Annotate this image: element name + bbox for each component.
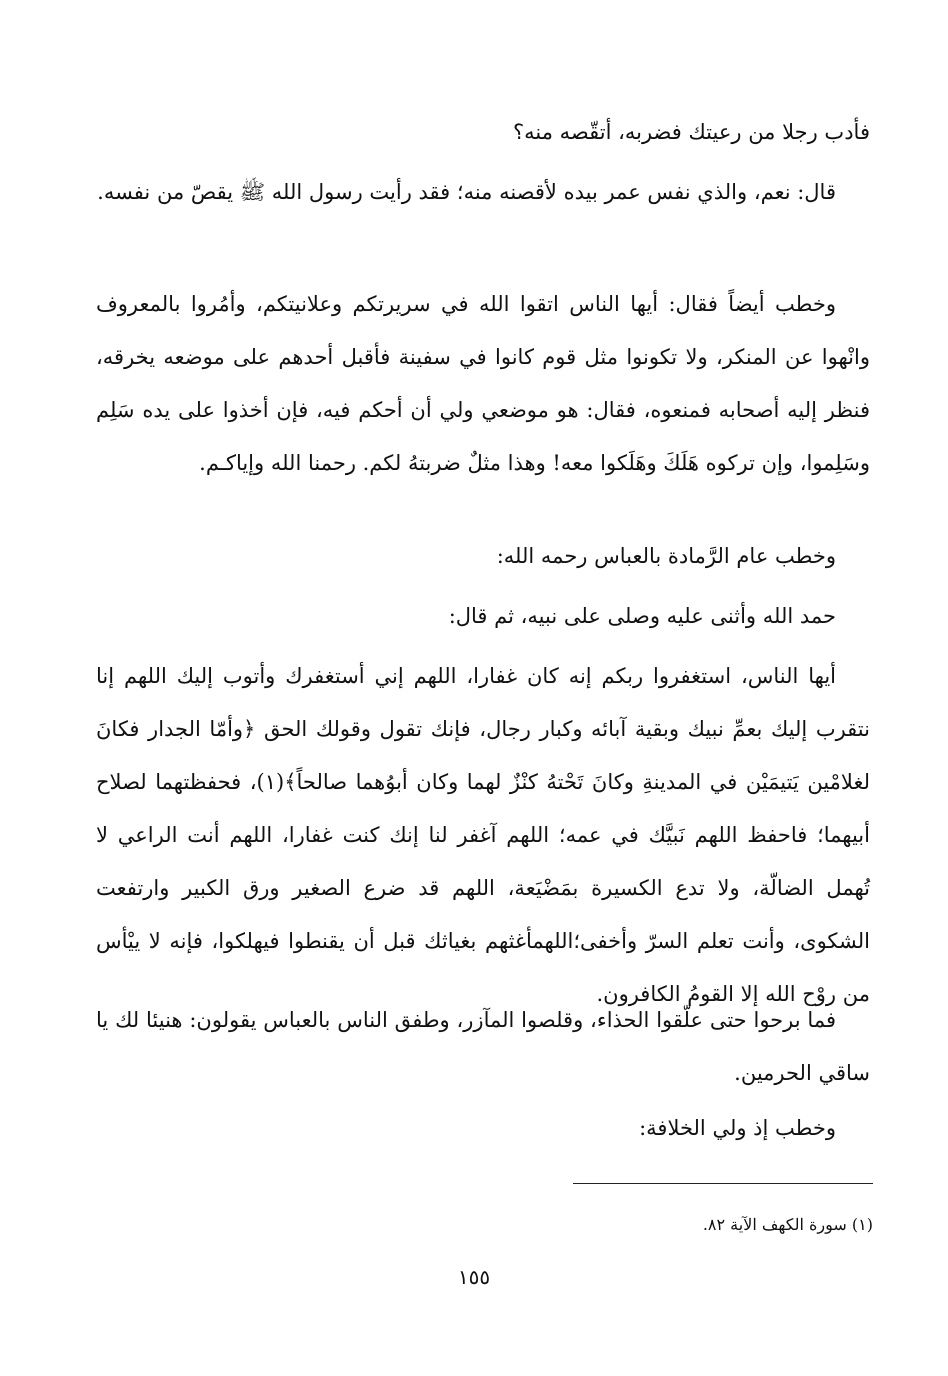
paragraph-7: فما برحوا حتى علّقوا الحذاء، وقلصوا المآزر، وطفق الناس بالعباس يقولون: هنيئا لك يا ساقي الحرمين.	[96, 1008, 870, 1085]
paragraph-4: وخطب عام الرَّمادة بالعباس رحمه الله:	[496, 544, 836, 568]
paragraph-1: فأدب رجلا من رعيتك فضربه، أتقّصه منه؟	[512, 120, 870, 144]
paragraph-3: وخطب أيضاً فقال: أيها الناس اتقوا الله في سريرتكم وعلانيتكم، وأمُروا بالمعروف وانْهوا عن المنكر، ولا تكونوا مثل قوم كانوا في سفينة فأقبل أحدهم على موضعه يخرقه، فنظر إليه أصحابه فمنعوه، فقال: هو موضعي ولي أن أحكم فيه، فإن أخذوا على يده سَلِم وسَلِموا، وإن تركوه هَلَكَ وهَلَكوا معه! وهذا مثلٌ ضربتهُ لكم. رحمنا الله وإياكـم.	[96, 292, 870, 475]
footnote: (١) سورة الكهف الآية ٨٢.	[702, 1215, 873, 1234]
page-number: ١٥٥	[457, 1265, 491, 1289]
footnote-divider	[573, 1183, 873, 1184]
paragraph-8: وخطب إذ ولي الخلافة:	[639, 1116, 836, 1140]
paragraph-5: حمد الله وأثنى عليه وصلى على نبيه، ثم قال:	[448, 604, 836, 628]
paragraph-2: قال: نعم، والذي نفس عمر بيده لأقصنه منه؛ فقد رأيت رسول الله ﷺ يقصّ من نفسه.	[97, 180, 836, 204]
paragraph-6: أيها الناس، استغفروا ربكم إنه كان غفارا، اللهم إني أستغفرك وأتوب إليك اللهم إنا نتقرب إليك بعمِّ نبيك وبقية آبائه وكبار رجال، فإنك تقول وقولك الحق ﴿وأمّا الجدار فكانَ لغلامْين يَتيمَيْن في المدينةِ وكانَ تَحْتهُ كنْزٌ لهما وكان أبوُهما صالحاً﴾(١)، فحفظتهما لصلاح أبيهما؛ فاحفظ اللهم نَبيَّك في عمه؛ اللهم آغفر لنا إنك كنت غفارا، اللهم أنت الراعي لا تُهمل الضالّة، ولا تدع الكسيرة بمَضْيَعة، اللهم قد ضرع الصغير ورق الكبير وارتفعت الشكوى، وأنت تعلم السرّ وأخفى؛اللهمأغثهم بغياثك قبل أن يقنطوا فيهلكوا، فإنه لا ييْأس من روْح الله إلا القومُ الكافرون.	[96, 664, 870, 1006]
